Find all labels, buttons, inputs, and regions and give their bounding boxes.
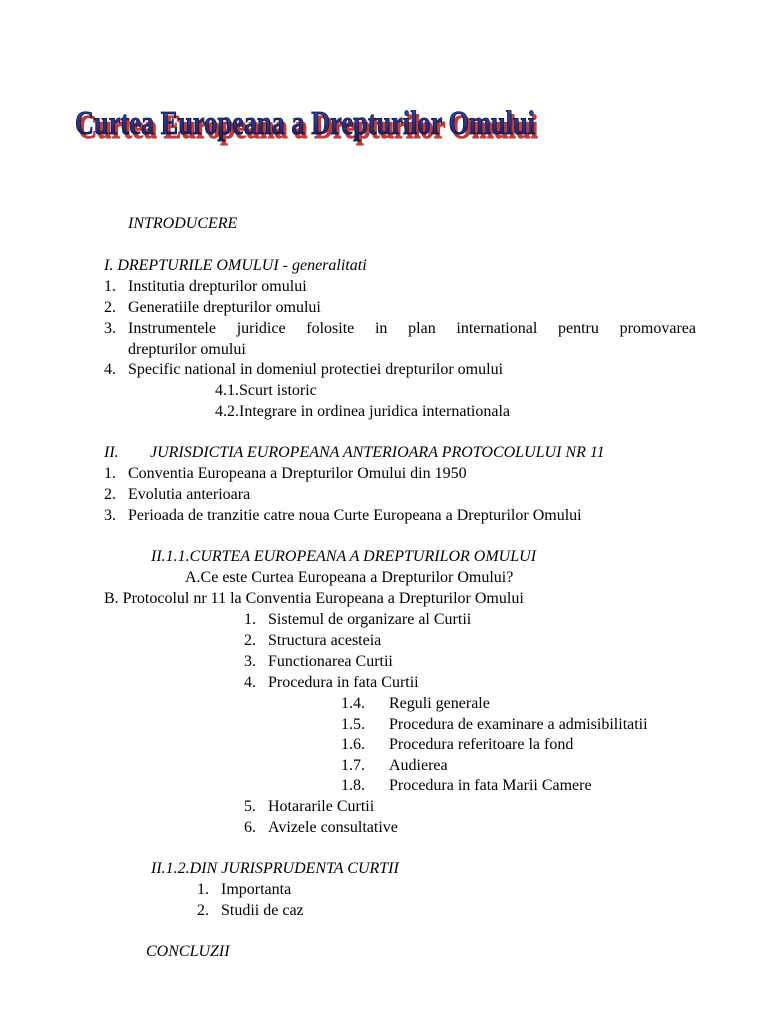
list-item-number: 1. (197, 881, 209, 898)
list-item-text: Instrumentele juridice folosite in plan international pentru promovarea (128, 320, 696, 337)
sub-list-item: 4.1.Scurt istoric (215, 382, 317, 399)
list-item-number: 2. (197, 902, 209, 919)
sub-list-item-text: Procedura de examinare a admisibilitatii (389, 716, 648, 733)
sub-list-item-text: Reguli generale (389, 695, 490, 712)
list-item (104, 506, 582, 526)
wordart-title-shadow: Curtea Europeana a Drepturilor Omului (78, 109, 538, 146)
list-item-number: 4. (244, 674, 256, 691)
section2-title: JURISDICTIA EUROPEANA ANTERIOARA PROTOCOLULUI NR 11 (150, 444, 605, 461)
sub-list-item-number: 1.4. (341, 695, 365, 712)
list-item-text: Evolutia anterioara (128, 486, 251, 503)
sub-list-item-text: Audierea (389, 757, 448, 774)
list-item (104, 298, 321, 318)
section3-part-a: A.Ce este Curtea Europeana a Drepturilor Omului? (185, 569, 514, 586)
list-item (104, 319, 696, 339)
list-item (104, 464, 467, 484)
list-item-text: Structura acesteia (268, 632, 382, 649)
sub-list-item (341, 694, 490, 714)
sub-list-item: 4.2.Integrare in ordinea juridica internationala (215, 403, 510, 420)
list-item (197, 880, 291, 900)
introducere-heading: INTRODUCERE (128, 215, 238, 232)
list-item-text: Specific national in domeniul protectiei drepturilor omului (128, 361, 504, 378)
sub-list-item-number: 1.8. (341, 777, 365, 794)
list-item-number: 2. (104, 486, 116, 503)
sub-list-item-number: 1.5. (341, 716, 365, 733)
list-item-number: 1. (244, 611, 256, 628)
list-item-text: Hotararile Curtii (268, 798, 375, 815)
sub-list-item (341, 715, 648, 735)
wordart-title-text: Curtea Europeana a Drepturilor Omului (75, 105, 535, 142)
wordart-title (74, 86, 544, 156)
list-item-number: 1. (104, 465, 116, 482)
list-item-text: Procedura in fata Curtii (268, 674, 419, 691)
section2-number: II. (104, 444, 119, 461)
list-item-text: Importanta (221, 881, 292, 898)
section3-heading: II.1.1.CURTEA EUROPEANA A DREPTURILOR OMULUI (151, 548, 537, 565)
list-item-number: 6. (244, 819, 256, 836)
list-item-text: Functionarea Curtii (268, 653, 393, 670)
section1-heading: I. DREPTURILE OMULUI - generalitati (104, 257, 367, 274)
concluzii-heading: CONCLUZII (146, 943, 230, 960)
list-item (244, 631, 381, 651)
list-item-text: Perioada de tranzitie catre noua Curte Europeana a Drepturilor Omului (128, 507, 582, 524)
list-item-number: 2. (104, 299, 116, 316)
sub-list-item-number: 1.6. (341, 736, 365, 753)
sub-list-item (341, 735, 573, 755)
list-item (104, 277, 307, 297)
sub-list-item (341, 776, 592, 796)
list-item (244, 673, 419, 693)
list-item-text: Sistemul de organizare al Curtii (268, 611, 472, 628)
list-item-text: Avizele consultative (268, 819, 398, 836)
section3-part-b: B. Protocolul nr 11 la Conventia Europeana a Drepturilor Omului (104, 590, 524, 607)
list-item-number: 3. (104, 507, 116, 524)
section4-heading: II.1.2.DIN JURISPRUDENTA CURTII (151, 860, 399, 877)
list-item (197, 901, 304, 921)
list-item (104, 485, 250, 505)
list-item (104, 360, 503, 380)
sub-list-item-text: Procedura referitoare la fond (389, 736, 574, 753)
list-item-number: 4. (104, 361, 116, 378)
list-item (244, 797, 374, 817)
list-item-number: 3. (244, 653, 256, 670)
list-item-text: Conventia Europeana a Drepturilor Omului din 1950 (128, 465, 467, 482)
list-item-number: 1. (104, 278, 116, 295)
list-item (244, 610, 471, 630)
list-item-number: 2. (244, 632, 256, 649)
list-item-text: Generatiile drepturilor omului (128, 299, 321, 316)
list-item-text: Institutia drepturilor omului (128, 278, 307, 295)
list-item-text: Studii de caz (221, 902, 304, 919)
list-item (244, 818, 398, 838)
sub-list-item-text: Procedura in fata Marii Camere (389, 777, 592, 794)
list-item (244, 652, 393, 672)
sub-list-item (341, 756, 448, 776)
list-item-continuation: drepturilor omului (128, 341, 246, 358)
sub-list-item-number: 1.7. (341, 757, 365, 774)
list-item-number: 5. (244, 798, 256, 815)
list-item-number: 3. (104, 320, 116, 337)
section2-heading (104, 443, 605, 463)
